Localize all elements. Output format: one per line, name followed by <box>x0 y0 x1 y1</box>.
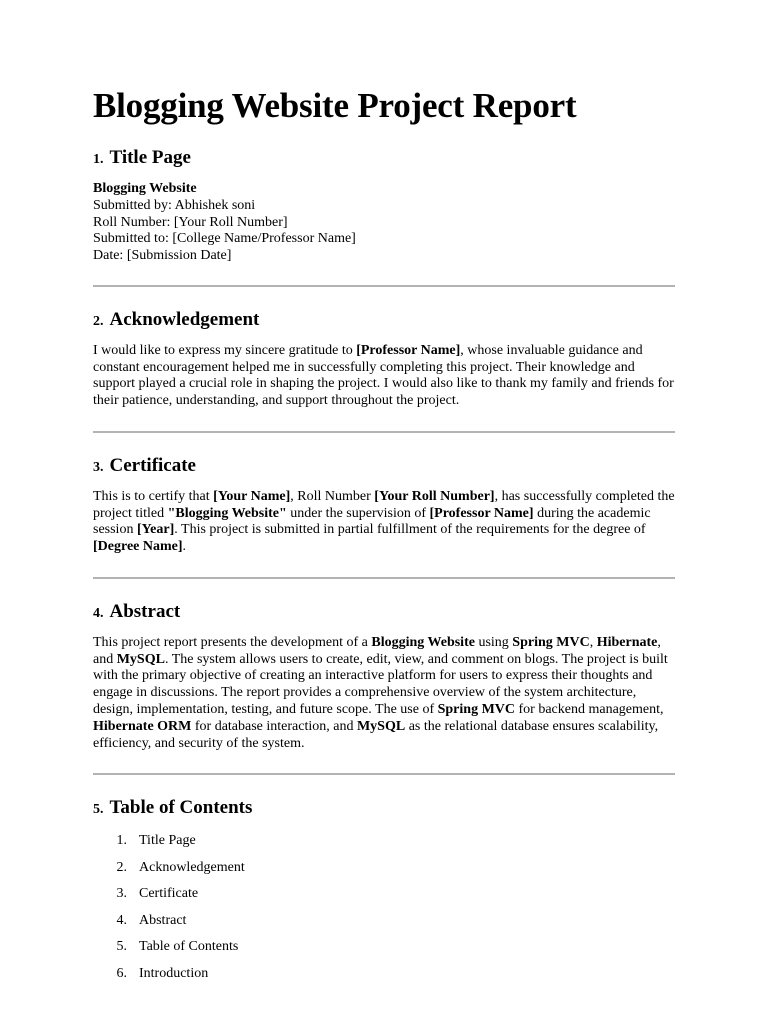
toc-item-number: 2. <box>116 859 127 875</box>
toc-item-number: 5. <box>116 939 127 955</box>
toc-item-label: Certificate <box>139 886 199 902</box>
section-heading-abstract <box>93 596 675 625</box>
toc-item <box>93 860 675 887</box>
submitted-by: Submitted by: Abhishek soni <box>93 197 256 213</box>
section-table-of-contents <box>93 775 675 992</box>
section-heading-title-page <box>93 142 675 171</box>
emphasis-text: [Degree Name] <box>93 539 183 555</box>
emphasis-text: [Professor Name] <box>356 342 461 358</box>
toc-item-label: Acknowledgement <box>139 859 245 875</box>
toc-item-label: Table of Contents <box>139 939 239 955</box>
section-heading-certificate <box>93 450 675 479</box>
title-page-details <box>93 181 675 265</box>
project-name: Blogging Website <box>93 181 197 197</box>
section-acknowledgement <box>93 287 675 410</box>
roll-number: Roll Number: [Your Roll Number] <box>93 214 288 230</box>
emphasis-text: MySQL <box>116 651 165 667</box>
toc-item <box>93 833 675 860</box>
section-title: Acknowledgement <box>109 309 260 331</box>
abstract-paragraph: This project report presents the development of a Blogging Website using Spring MVC, Hibernate, and MySQL. The system allows users to create, edit, view, and comment on blogs. The project is built with the primary objective of creating an interactive platform for users to express their thoughts and engage in discussions. The report provides a comprehensive overview of the system architecture, design, implementation, testing, and future scope. The use of Spring MVC for backend management, Hibernate ORM for database interaction, and MySQL as the relational database ensures scalability, efficiency, and security of the system. <box>93 634 668 751</box>
certificate-paragraph: This is to certify that [Your Name], Roll Number [Your Roll Number], has successfully completed the project titled "Blogging Website" under the supervision of [Professor Name] during the academic session [Year]. This project is submitted in partial fulfillment of the requirements for the degree of [Degree Name]. <box>93 488 675 555</box>
toc-item-number: 6. <box>116 965 127 981</box>
emphasis-text: Spring MVC <box>512 634 590 650</box>
toc-item <box>93 939 675 966</box>
submission-date: Date: [Submission Date] <box>93 248 232 264</box>
emphasis-text: Spring MVC <box>437 701 516 717</box>
toc-item-number: 4. <box>116 912 127 928</box>
acknowledgement-paragraph: I would like to express my sincere gratitude to [Professor Name], whose invaluable guidance and constant encouragement helped me in successfully completing this project. Their knowledge and support played a crucial role in shaping the project. I would also like to thank my family and friends for their patience, understanding, and support throughout the project. <box>93 342 674 409</box>
section-title-page <box>93 142 675 265</box>
emphasis-text: [Your Name] <box>213 488 291 504</box>
section-heading-table-of-contents <box>93 792 675 821</box>
section-number: 5. <box>93 802 104 818</box>
section-number: 3. <box>93 460 104 476</box>
emphasis-text: [Your Roll Number] <box>374 488 495 504</box>
section-abstract <box>93 579 675 752</box>
emphasis-text: Hibernate ORM <box>93 718 192 734</box>
emphasis-text: Blogging Website <box>371 634 475 650</box>
emphasis-text: Hibernate <box>596 634 658 650</box>
section-number: 4. <box>93 606 104 621</box>
section-title: Table of Contents <box>109 797 253 819</box>
toc-list <box>93 833 675 992</box>
toc-item-label: Abstract <box>139 912 187 928</box>
emphasis-text: "Blogging Website" <box>167 505 287 521</box>
emphasis-text: [Year] <box>136 522 175 538</box>
toc-item-number: 1. <box>116 833 127 849</box>
toc-item-number: 3. <box>116 886 127 902</box>
emphasis-text: [Professor Name] <box>429 505 534 521</box>
section-number: 2. <box>93 314 104 330</box>
section-title: Title Page <box>109 147 191 169</box>
toc-item <box>93 886 675 913</box>
section-heading-acknowledgement <box>93 304 675 333</box>
document-title: Blogging Website Project Report <box>93 86 577 125</box>
toc-item <box>93 913 675 940</box>
section-title: Certificate <box>109 455 196 477</box>
emphasis-text: MySQL <box>356 718 406 734</box>
submitted-to: Submitted to: [College Name/Professor Name] <box>93 231 356 247</box>
section-number: 1. <box>93 152 104 168</box>
section-title: Abstract <box>109 601 181 622</box>
toc-item <box>93 966 675 993</box>
section-certificate <box>93 433 675 556</box>
toc-item-label: Title Page <box>139 833 196 849</box>
toc-item-label: Introduction <box>139 965 209 981</box>
